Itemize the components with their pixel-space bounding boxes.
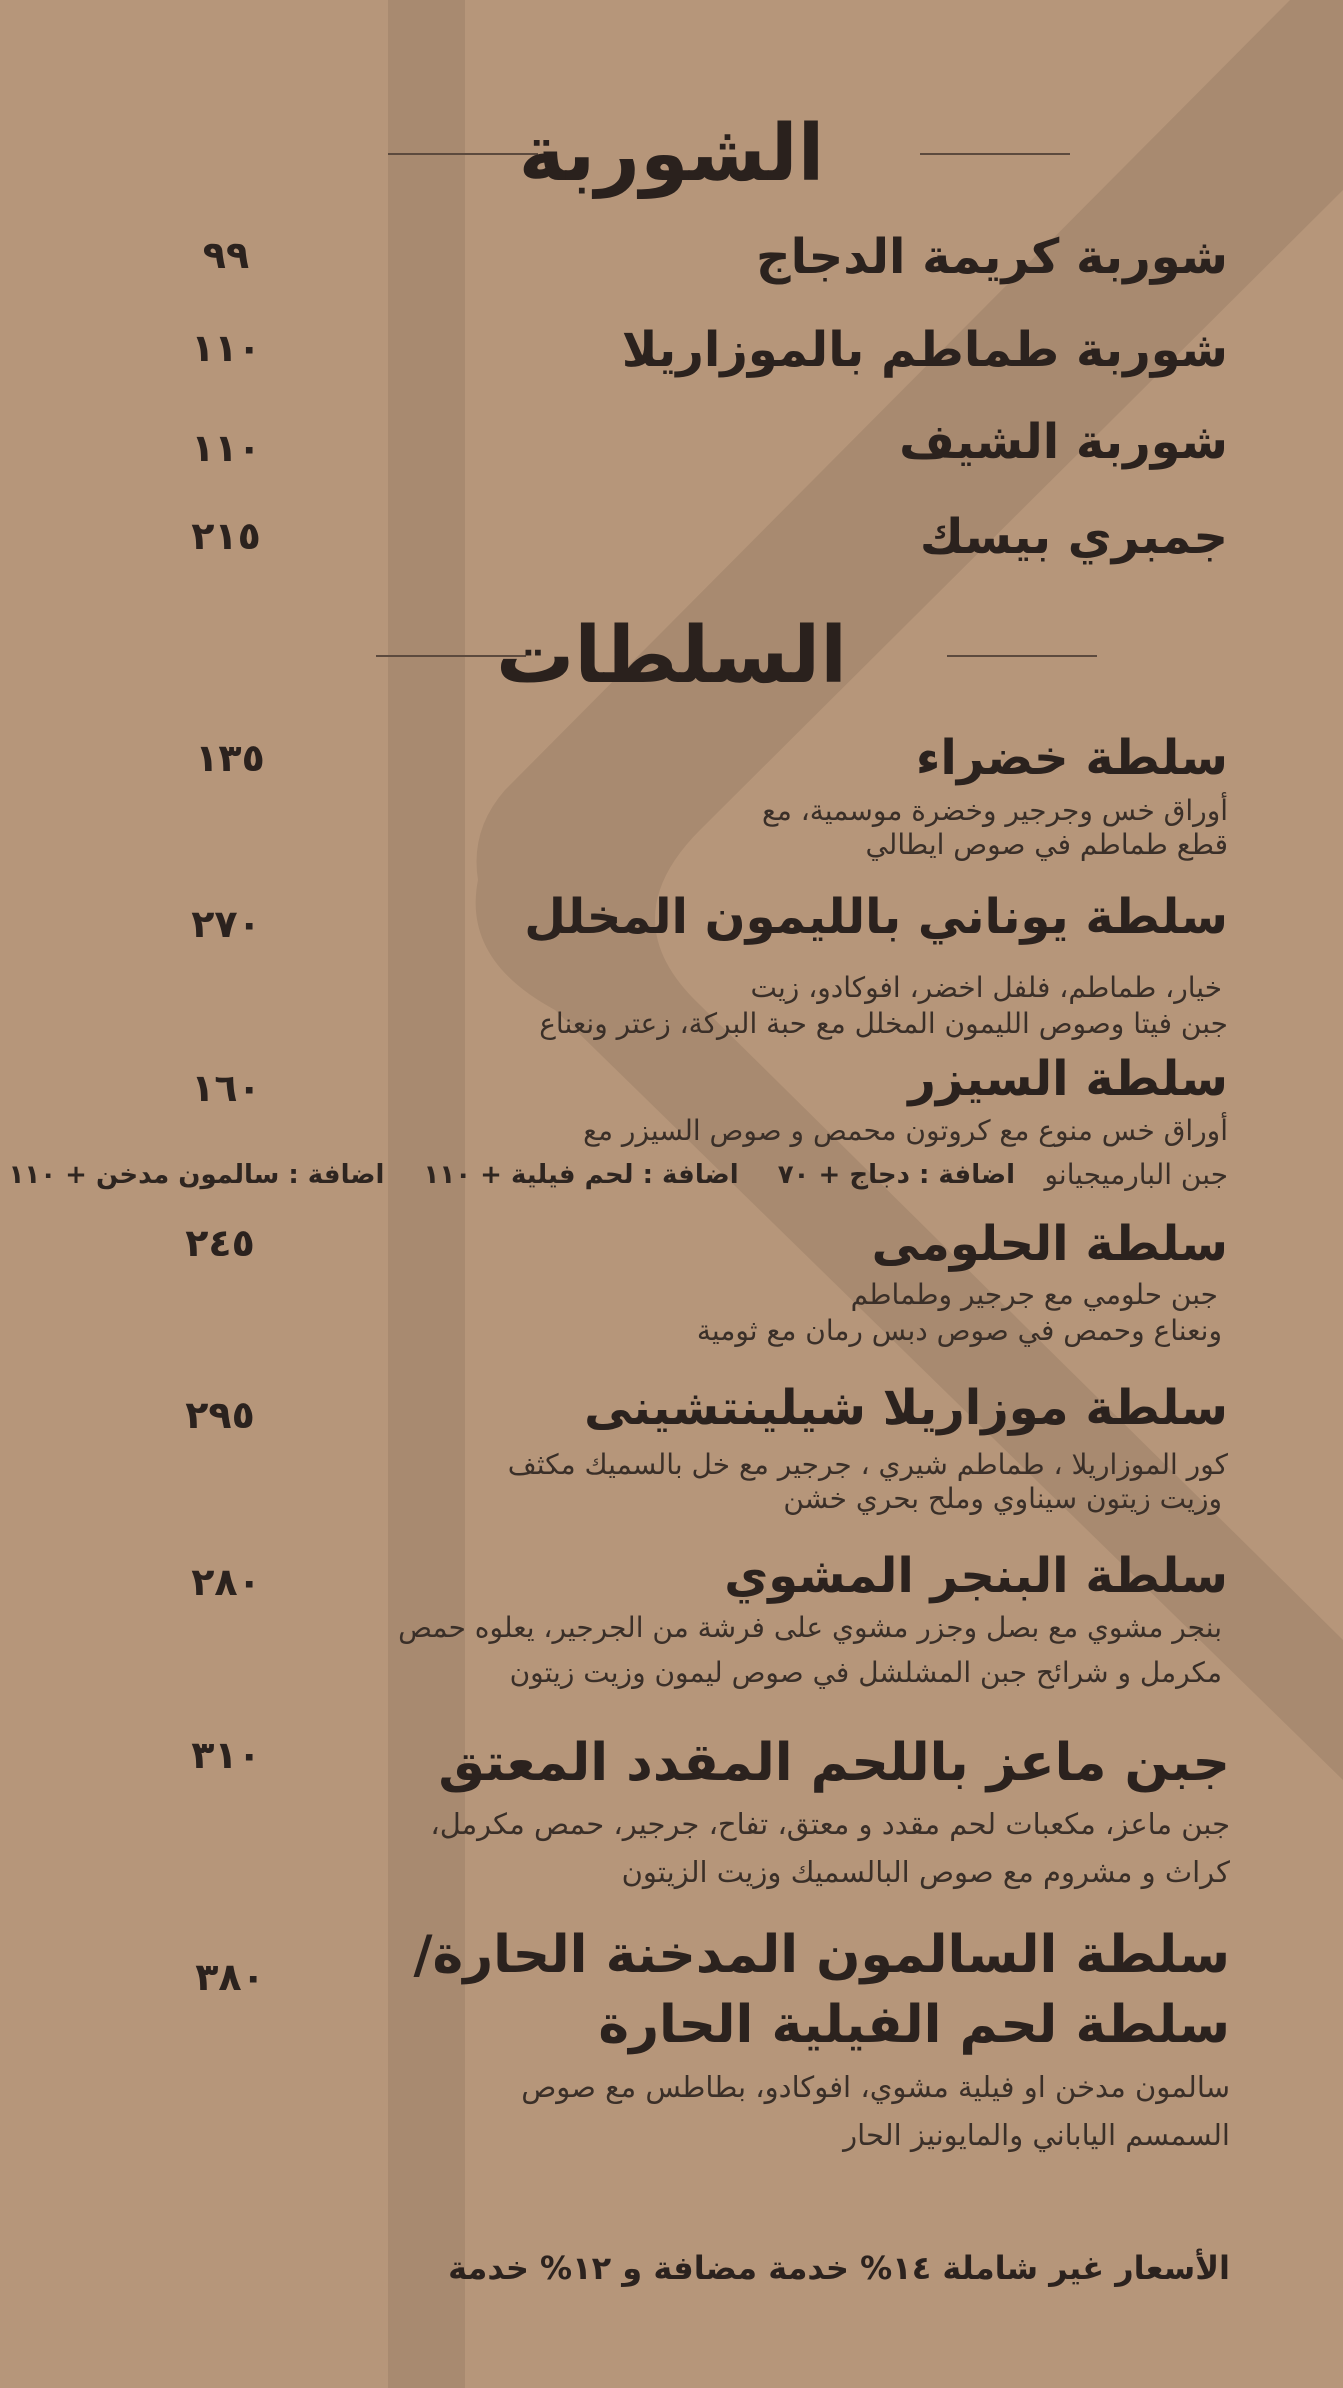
menu-item-description: سالمون مدخن او فيلية مشوي، افوكادو، بطاطس مع صوص bbox=[521, 2070, 1230, 2104]
section-heading-salads bbox=[0, 596, 1343, 716]
menu-item-price: ٢٩٥ bbox=[185, 1393, 255, 1437]
menu-item-price: ١٦٠ bbox=[191, 1066, 261, 1110]
menu-item-price: ٢٨٠ bbox=[191, 1560, 261, 1604]
menu-item-name: جمبري بيسك bbox=[919, 509, 1228, 565]
menu-item-description: ونعناع وحمص في صوص دبس رمان مع ثومية bbox=[696, 1314, 1222, 1347]
section-heading-soup bbox=[0, 94, 1343, 214]
menu-item-description: السمسم الياباني والمايونيز الحار bbox=[843, 2118, 1230, 2152]
menu-item-description: كور الموزاريلا ، طماطم شيري ، جرجير مع خل بالسميك مكثف bbox=[507, 1448, 1228, 1481]
menu-item-name: سلطة السالمون المدخنة الحارة/ bbox=[413, 1925, 1230, 1985]
menu-item-price: ٣٨٠ bbox=[195, 1955, 265, 1999]
menu-item-price: ٢٤٥ bbox=[185, 1221, 255, 1265]
addon-chicken: اضافة : دجاج + ٧٠ bbox=[777, 1160, 1015, 1190]
heading-rule-right bbox=[920, 153, 1070, 155]
addon-beef-fillet: اضافة : لحم فيلية + ١١٠ bbox=[423, 1160, 739, 1190]
menu-item-addons bbox=[8, 1158, 1015, 1192]
menu-item-description: أوراق خس وجرجير وخضرة موسمية، مع bbox=[761, 794, 1228, 827]
menu-item-name: سلطة يوناني بالليمون المخلل bbox=[524, 889, 1228, 945]
section-title: الشوربة bbox=[518, 109, 825, 199]
menu-item-description: بنجر مشوي مع بصل وجزر مشوي على فرشة من الجرجير، يعلوه حمص bbox=[398, 1611, 1222, 1644]
menu-item-description: جبن فيتا وصوص الليمون المخلل مع حبة البركة، زعتر ونعناع bbox=[539, 1007, 1228, 1040]
menu-item-price: ٩٩ bbox=[202, 233, 250, 277]
menu-item-description: كراث و مشروم مع صوص البالسميك وزيت الزيتون bbox=[621, 1855, 1230, 1889]
menu-item-name: سلطة موزاريلا شيلينتشينى bbox=[584, 1380, 1228, 1436]
menu-item-price: ١١٠ bbox=[191, 426, 261, 470]
menu-item-name-alt: سلطة لحم الفيلية الحارة bbox=[598, 1995, 1230, 2055]
heading-rule-right bbox=[947, 655, 1097, 657]
menu-item-name: شوربة الشيف bbox=[899, 414, 1228, 470]
menu-item-name: شوربة طماطم بالموزاريلا bbox=[621, 322, 1228, 378]
menu-item-name: سلطة خضراء bbox=[915, 730, 1228, 786]
menu-item-description: جبن ماعز، مكعبات لحم مقدد و معتق، تفاح، جرجير، حمص مكرمل، bbox=[430, 1807, 1230, 1841]
menu-item-name: شوربة كريمة الدجاج bbox=[756, 229, 1228, 285]
menu-item-price: ١١٠ bbox=[191, 326, 261, 370]
section-title: السلطات bbox=[496, 611, 847, 701]
menu-item-price: ١٣٥ bbox=[195, 736, 265, 780]
menu-item-price: ٣١٠ bbox=[191, 1733, 261, 1777]
menu-item-price: ٢١٥ bbox=[191, 514, 261, 558]
menu-item-description: مكرمل و شرائح جبن المشلشل في صوص ليمون وزيت زيتون bbox=[509, 1656, 1222, 1689]
addon-smoked-salmon: اضافة : سالمون مدخن + ١١٠ bbox=[8, 1160, 385, 1190]
price-note: الأسعار غير شاملة ١٤% خدمة مضافة و ١٢% خدمة bbox=[448, 2249, 1230, 2287]
menu-item-name: سلطة السيزر bbox=[908, 1051, 1228, 1107]
menu-item-name: سلطة الحلومى bbox=[871, 1216, 1228, 1272]
menu-item-description: خيار، طماطم، فلفل اخضر، افوكادو، زيت bbox=[750, 971, 1222, 1004]
menu-item-description: جبن حلومي مع جرجير وطماطم bbox=[850, 1278, 1218, 1311]
menu-item-description: جبن البارميجيانو bbox=[1044, 1158, 1228, 1191]
menu-item-description: وزيت زيتون سيناوي وملح بحري خشن bbox=[783, 1482, 1222, 1515]
menu-item-name: جبن ماعز باللحم المقدد المعتق bbox=[438, 1733, 1230, 1793]
menu-item-price: ٢٧٠ bbox=[191, 902, 261, 946]
menu-item-description: أوراق خس منوع مع كروتون محمص و صوص السيزر مع bbox=[583, 1114, 1228, 1147]
menu-item-name: سلطة البنجر المشوي bbox=[724, 1548, 1228, 1604]
menu-item-description: قطع طماطم في صوص ايطالي bbox=[865, 828, 1228, 861]
